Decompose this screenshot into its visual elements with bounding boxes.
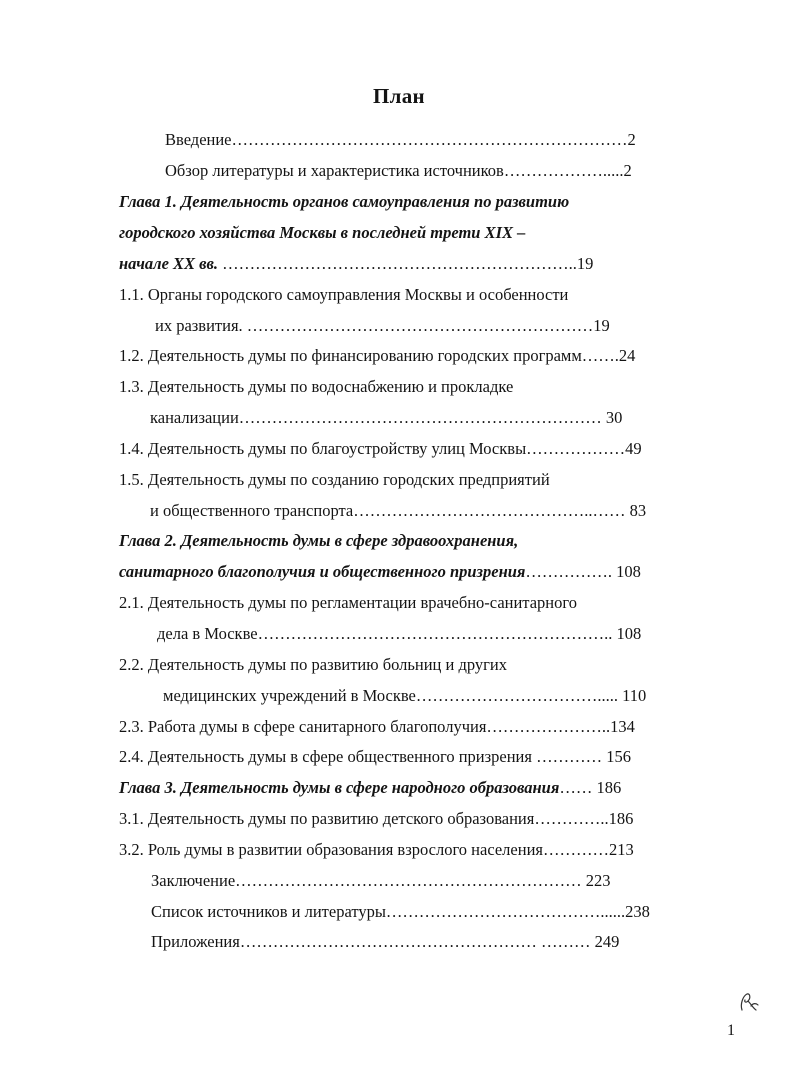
- toc-entry-literature-review: Обзор литературы и характеристика источников……………….....2: [165, 161, 632, 180]
- toc-chapter-2-leader: ……………. 108: [525, 562, 641, 581]
- toc-chapter-3-text: Глава 3. Деятельность думы в сфере народного образования: [119, 778, 560, 797]
- toc-chapter-1-line-3: [119, 253, 593, 275]
- toc-chapter-3-leader: …… 186: [559, 778, 622, 797]
- toc-chapter-2-line-2: [119, 561, 641, 583]
- toc-chapter-1-line-2: городского хозяйства Москвы в последней трети XIX –: [119, 223, 526, 242]
- toc-entry-2-1-line-1: 2.1. Деятельность думы по регламентации врачебно-санитарного: [119, 593, 577, 612]
- toc-entry-1-1-line-1: 1.1. Органы городского самоуправления Москвы и особенности: [119, 285, 569, 304]
- toc-entry-1-2: 1.2. Деятельность думы по финансированию городских программ…….24: [119, 346, 636, 365]
- toc-entry-1-3-line-1: 1.3. Деятельность думы по водоснабжению и прокладке: [119, 377, 514, 396]
- toc-entry-conclusion: Заключение……………………………………………………… 223: [151, 871, 611, 890]
- toc-entry-1-5-line-2: и общественного транспорта……………………………………..…… 83: [150, 501, 647, 520]
- toc-entry-appendices: Приложения……………………………………………… ……… 249: [151, 932, 620, 951]
- toc-entry-3-1: 3.1. Деятельность думы по развитию детского образования…………..186: [119, 809, 634, 828]
- toc-entry-1-4: 1.4. Деятельность думы по благоустройству улиц Москвы………………49: [119, 439, 642, 458]
- page-title: План: [373, 84, 425, 108]
- toc-entry-1-5-line-1: 1.5. Деятельность думы по созданию городских предприятий: [119, 470, 550, 489]
- toc-chapter-1-leader: ………………………………………………………..19: [222, 254, 594, 273]
- toc-entry-2-3: 2.3. Работа думы в сфере санитарного благополучия…………………..134: [119, 717, 635, 736]
- toc-chapter-1-line-1: Глава 1. Деятельность органов самоуправления по развитию: [119, 192, 570, 211]
- toc-entry-2-2-line-2: медицинских учреждений в Москве……………………………..... 110: [163, 686, 647, 705]
- toc-chapter-2-text: санитарного благополучия и общественного призрения: [119, 562, 526, 581]
- toc-entry-2-2-line-1: 2.2. Деятельность думы по развитию больниц и других: [119, 655, 507, 674]
- handwritten-mark-icon: [736, 990, 762, 1016]
- toc-entry-3-2: 3.2. Роль думы в развитии образования взрослого населения…………213: [119, 840, 634, 859]
- toc-chapter-1-text: начале XX вв.: [119, 254, 223, 273]
- toc-entry-1-3-line-2: канализации………………………………………………………… 30: [150, 408, 623, 427]
- toc-chapter-2-line-1: Глава 2. Деятельность думы в сфере здравоохранения,: [119, 531, 519, 550]
- toc-chapter-3: [119, 777, 621, 799]
- toc-entry-2-4: 2.4. Деятельность думы в сфере общественного призрения ………… 156: [119, 747, 631, 766]
- toc-entry-introduction: Введение………………………………………………………………2: [165, 130, 636, 149]
- toc-entry-1-1-line-2: их развития. ………………………………………………………19: [155, 316, 610, 335]
- page-number: 1: [727, 1022, 735, 1039]
- toc-entry-bibliography: Список источников и литературы…………………………………......238: [151, 902, 650, 921]
- toc-entry-2-1-line-2: дела в Москве……………………………………………………….. 108: [157, 624, 642, 643]
